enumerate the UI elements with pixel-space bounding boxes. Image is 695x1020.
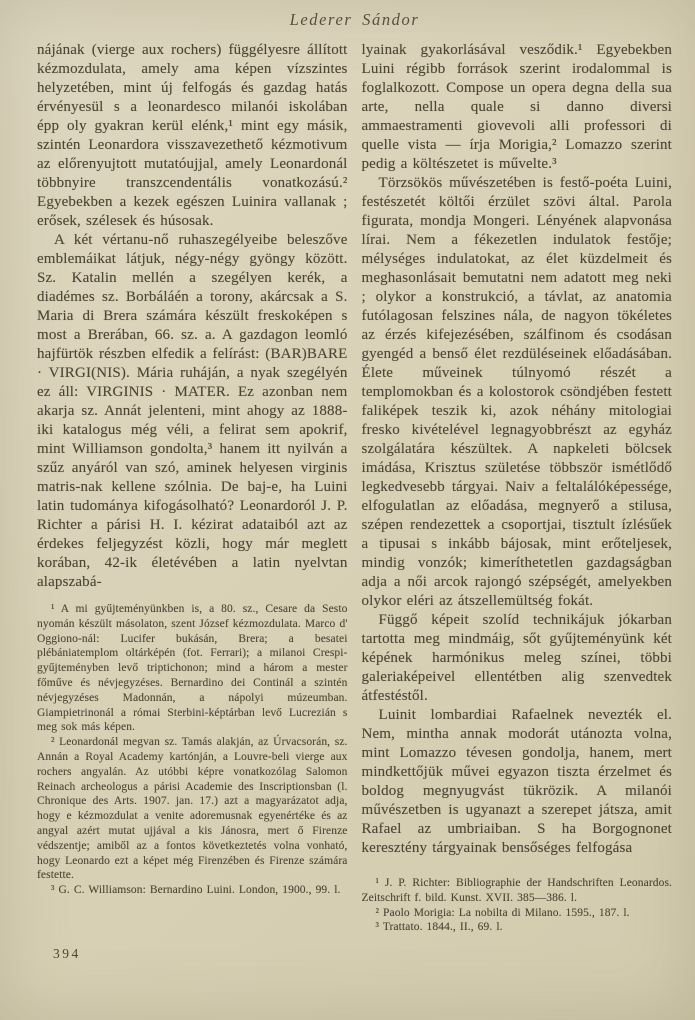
right-column-body: [362, 41, 673, 858]
paragraph: Függő képeit szolíd technikájuk jókarban tartotta meg mindmáig, sőt gyűjteményünk két képének harmónikus meleg színei, többi galeriaképeivel ellentétben alig szenvedtek átfestéstől.: [361, 612, 672, 704]
right-column-footnotes: [362, 876, 673, 935]
running-header: Lederer Sándor: [289, 10, 420, 29]
paragraph: Luinit lombardiai Rafaelnek nevezték el. Nem, mintha annak modorát utánozta volna, mint Lomazzo tévesen gondolja, hanem, mert mindkettőjük művei egyazon tiszta érzelmet és boldog megnyugvást tükrözik. A milanói művészetben is ugyanazt a szerepet játsza, amit Rafael az umbriaiban. S ha Borgognonet keresztény tárgyainak bensőséges felfogása: [361, 707, 672, 856]
text-columns: [37, 41, 672, 935]
footnote: ¹ J. P. Richter: Bibliographie der Handschriften Leonardos. Zeitschrift f. bild. Kunst. XVII. 385—386. l.: [361, 877, 672, 904]
footnote: ¹ A mi gyűjteményünkben is, a 80. sz., Cesare da Sesto nyomán készült másolaton, szent József kézmozdulata. Marco d' Oggiono-nál: Lucifer bukásán, Brera; a besatei plébániatemplom oltárképén (fot. Ferrari); a milanoi Crespi-gyűjteményben levő triptichonon; mind a három a mester főműve és névjegyzéses. Bernardino dei Continál a szintén névjegyzéses Madonnán, a nápolyi múzeumban. Giampietrinonál a római Sterbini-képtárban levő Lucrezián s meg sok más képen.: [37, 603, 348, 734]
footnote: ² Leonardonál megvan sz. Tamás alakján, az Úrvacsorán, sz. Annán a Royal Academy kartónján, a Louvre-beli vierge aux rochers angyalán. Az utóbbi képre vonatkozólag Salomon Reinach archeologus a párisi Academie des Inscriptionsban (l. Chronique des Arts. 1907. jan. 17.) azt a magyarázatot adja, hogy e kézmozdulat a venite adoremusnak egyenértéke és az angyal azért mutat ujjával a kis Jánosra, mert ő Firenze védszentje; amiből az a fontos következtetés volna vonható, hogy Leonardo ezt a képet még Firenzében és Firenze számára festette.: [37, 736, 348, 882]
footnote: ³ Trattato. 1844., II., 69. l.: [375, 921, 503, 934]
paragraph: Törzsökös művészetében is festő-poéta Luini, festészetét költői érzület szövi által. Parola figurata, mondja Mongeri. Lényének alapvonása lírai. Nem a fékezetlen indulatok festője; mélységes indulatokat, az élet küzdelmeit és meghasonlásait bemutatni nem adatott meg neki ; olykor a konstrukció, a távlat, az anatomia futólagosan felszines nála, de nagyon tökéletes az érzés kifejezésében, szálfinom és csodásan gyengéd a benső élet rezdüléseinek előadásában. Élete műveinek túlnyomó részét a templomokban és a kolostorok csöndjében festett faliképek teszik ki, azok néhány mitologiai fresko kivételével legnagyobbrészt az egyház szolgálatára készültek. A napkeleti bölcsek imádása, Krisztus születése többször ismétlődő legkedvesebb tárgyai. Naiv a feltalálóképessége, elfogulatlan az előadása, megnyerő a stilusa, szépen rendezettek a csoportjai, tisztult ízlésűek a tipusai s inkább bájosak, mint erőteljesek, mindig vonzók; kimeríthetetlen gazdagságban adja a női arcok rajongó szépségét, amelyekben olykor eléri az átszellemültség fokát.: [361, 175, 672, 609]
left-column-body: [37, 41, 348, 592]
footnote: ³ G. C. Williamson: Bernardino Luini. London, 1900., 99. l.: [51, 884, 341, 897]
left-column: [37, 41, 348, 935]
left-column-footnotes: [37, 602, 348, 898]
paragraph: lyainak gyakorlásával vesződik.¹ Egyebekben Luini régibb források szerint irodalommal is foglalkozott. Compose un opera degna della sua arte, nella quale si danno diversi ammaestramenti giovevoli alli professori di quelle vista — írja Morigia,² Lomazzo szerint pedig a költészetet is művelte.³: [361, 42, 672, 172]
page-number: 394: [53, 946, 81, 961]
right-column: [362, 41, 673, 935]
paragraph: nájának (vierge aux rochers) függélyesre állított kézmozdulata, amely ama képen vízszintes helyzetében, mint új felfogás és gazdag hatás érvényesül s a leonardesco milanói iskolában épp oly gyakran kerül elénk,¹ mint egy másik, szintén Leonardora visszavezethető kézmotivum az előrenyujtott mutatóujjal, amely Leonardonál többnyire transzcendentális vonatkozású.² Egyebekben a kezek egészen Luinira vallanak ; erősek, szélesek és húsosak.: [37, 42, 348, 229]
paragraph: A két vértanu-nő ruhaszegélyeibe beleszőve emblemáikat látjuk, négy-négy gyöngy között. Sz. Katalin mellén a szegélyen kerék, a diadémes sz. Borbáláén a torony, akárcsak a S. Maria di Brera számára készült freskoképen s most a Brerában, 66. sz. a. A gazdagon leomló hajfürtök részben elfedik a felírást: (BAR)BARE · VIRGI(NIS). Mária ruháján, a nyak szegélyén ez áll: VIRGINIS · MATER. Ez azonban nem akarja sz. Annát jelenteni, mint ahogy az 1888-iki katalogus még véli, a felirat sem apokrif, mint Williamson gondolta,³ hanem itt nyilván a szűz anyáról van szó, aminek helyesen virginis matris-nak kellene szólnia. De baj-e, ha Luini latin tudománya kifogásolható? Leonardoról J. P. Richter a párisi H. I. kézirat adataiból azt az érdekes feljegyzést közli, hogy már meglett korában, 42-ik életévében a latin nyelvtan alapszabá-: [37, 232, 348, 590]
footnote: ² Paolo Morigia: La nobilta di Milano. 1595., 187. l.: [375, 906, 630, 919]
